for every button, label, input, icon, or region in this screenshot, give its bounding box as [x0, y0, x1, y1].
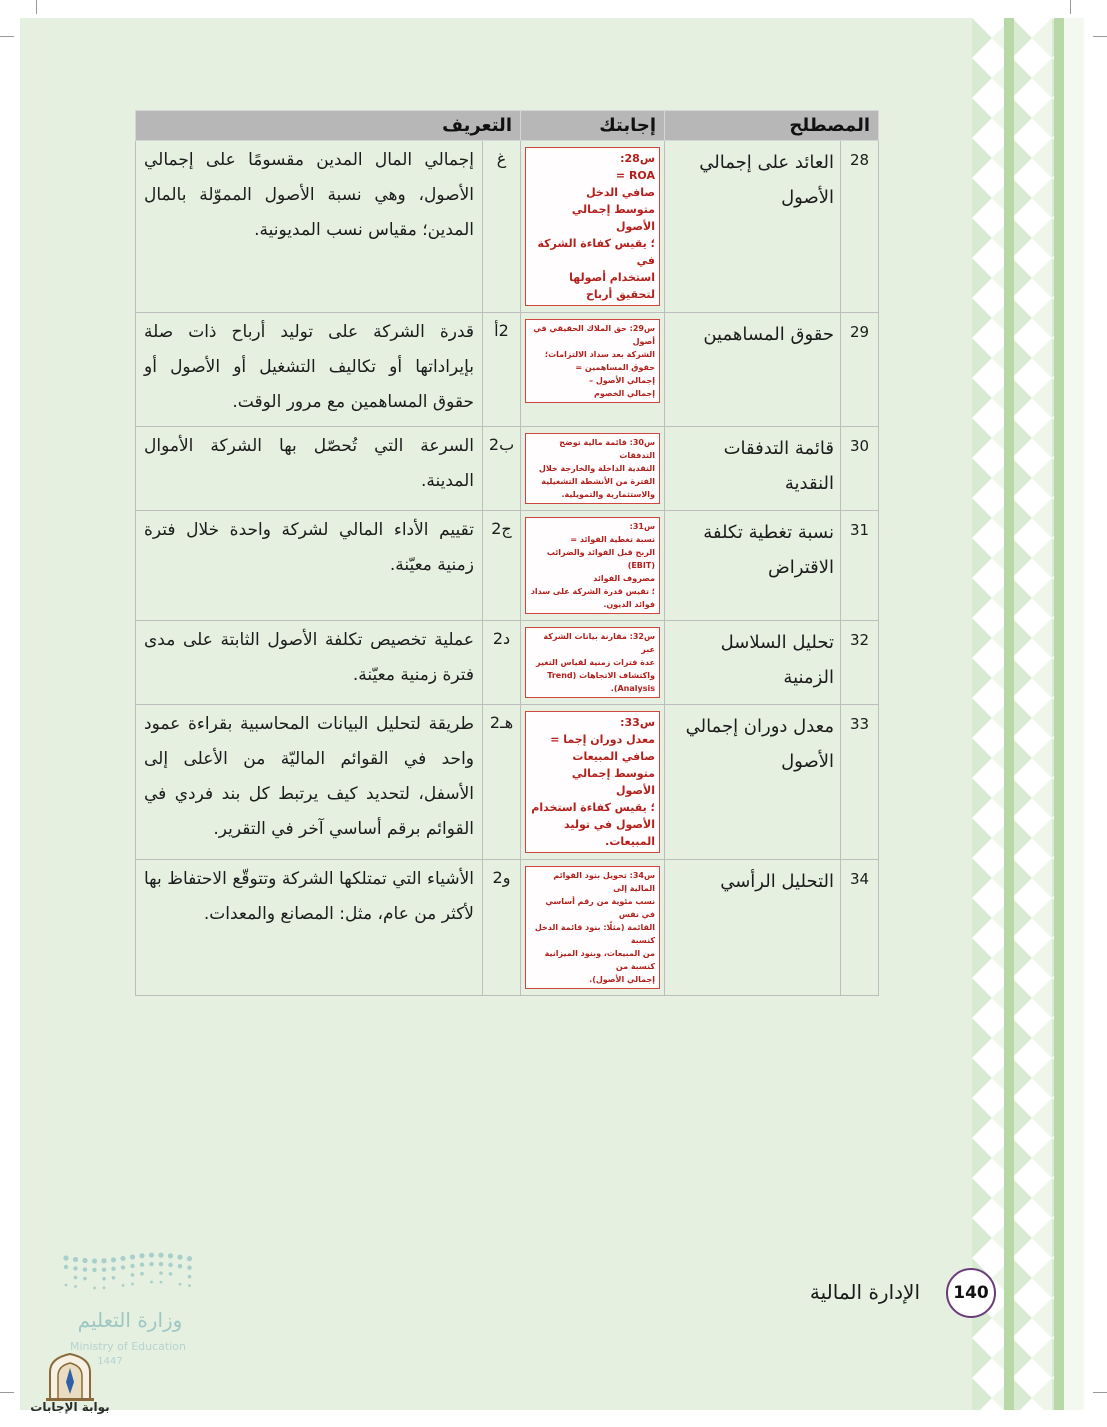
header-answer: إجابتك: [521, 111, 665, 141]
answer-line: الأصول في توليد المبيعات.: [563, 818, 655, 848]
answer-line: استخدام أصولها لتحقيق أرباح: [569, 271, 655, 301]
answer-line: س31:: [629, 522, 655, 531]
definition-text: تقييم الأداء المالي لشركة واحدة خلال فترة زمنية معيّنة.: [136, 511, 483, 621]
definition-key: 2أ: [483, 313, 521, 427]
term-name: قائمة التدفقات النقدية: [665, 427, 841, 511]
handwritten-answer: [525, 517, 660, 614]
answer-line: إجمالي الأصول).: [589, 975, 655, 984]
answer-cell: [521, 860, 665, 996]
term-name: التحليل الرأسي: [665, 860, 841, 996]
handwritten-answer: [525, 147, 660, 306]
answer-line: س28:: [620, 152, 655, 165]
answer-line: متوسط إجمالي الأصول: [571, 203, 655, 233]
answer-cell: [521, 705, 665, 860]
answer-cell: [521, 621, 665, 705]
term-name: العائد على إجمالي الأصول: [665, 141, 841, 313]
answer-line: نسب مئوية من رقم أساسي في نفس: [545, 897, 655, 919]
ministry-name-en: Ministry of Education: [69, 1340, 186, 1353]
answer-cell: [521, 427, 665, 511]
term-number: 29: [841, 313, 879, 427]
decorative-border: [972, 18, 1107, 1410]
answer-line: ROA =: [615, 169, 655, 182]
answer-line: النقدية الداخلة والخارجة خلال: [538, 464, 655, 473]
answer-line: متوسط إجمالي الأصول: [571, 767, 655, 797]
definition-key: هـ2: [483, 705, 521, 860]
answer-line: س34: تحويل بنود القوائم المالية إلى: [553, 871, 655, 893]
handwritten-answer: [525, 433, 660, 504]
answer-line: معدل دوران إجما =: [550, 733, 655, 746]
answer-line: من المبيعات، وبنود الميزانية كنسبة من: [544, 949, 655, 971]
ministry-logo-icon: [60, 1250, 200, 1310]
table-row: [136, 141, 879, 313]
answer-line: القائمة (مثلًا: بنود قائمة الدخل كنسبة: [534, 923, 655, 945]
term-number: 33: [841, 705, 879, 860]
answer-line: إجمالي الخصوم: [593, 389, 655, 398]
definition-text: الأشياء التي تمتلكها الشركة وتتوقّع الاحتفاظ بها لأكثر من عام، مثل: المصانع والمعدات.: [136, 860, 483, 996]
table-header-row: [136, 111, 879, 141]
answer-line: ؛ تقيس قدرة الشركة على سداد فوائد الديون.: [530, 587, 655, 609]
header-definition: التعريف: [136, 111, 521, 141]
term-number: 32: [841, 621, 879, 705]
term-number: 34: [841, 860, 879, 996]
definition-key: غ: [483, 141, 521, 313]
answers-portal-logo-icon: [40, 1350, 100, 1402]
term-name: حقوق المساهمين: [665, 313, 841, 427]
answer-line: Analysis).: [610, 684, 655, 693]
answers-portal-name: بوابة الإجابات: [30, 1400, 110, 1414]
answer-line: إجمالي الأصول –: [589, 376, 655, 385]
handwritten-answer: [525, 866, 660, 989]
term-name: نسبة تغطية تكلفة الاقتراض: [665, 511, 841, 621]
answer-line: س32: مقارنة بيانات الشركة عبر: [543, 632, 655, 654]
answer-line: حقوق المساهمين =: [575, 363, 655, 372]
answer-line: ؛ يقيس كفاءة الشركة في: [537, 237, 655, 267]
ministry-name-ar: وزارة التعليم: [77, 1308, 183, 1332]
answer-line: الشركة بعد سداد الالتزامات؛: [544, 350, 655, 359]
table-row: [136, 511, 879, 621]
header-term: المصطلح: [665, 111, 879, 141]
definition-key: و2: [483, 860, 521, 996]
answer-line: نسبة تغطية الفوائد =: [570, 535, 655, 544]
answer-line: س30: قائمة مالية توضح التدفقات: [559, 438, 655, 460]
crop-mark: [1093, 1392, 1107, 1393]
answer-line: صافي المبيعات: [572, 750, 655, 763]
answer-line: صافي الدخل: [586, 186, 655, 199]
term-number: 28: [841, 141, 879, 313]
crop-mark: [0, 36, 14, 37]
answer-line: ؛ يقيس كفاءة استخدام: [531, 801, 655, 814]
table-row: [136, 621, 879, 705]
table-row: [136, 705, 879, 860]
answer-line: س33:: [620, 716, 655, 729]
table-row: [136, 313, 879, 427]
definition-text: قدرة الشركة على توليد أرباح ذات صلة بإيراداتها أو تكاليف التشغيل أو الأصول أو حقوق المساهمين مع مرور الوقت.: [136, 313, 483, 427]
crop-mark: [36, 0, 37, 14]
answer-cell: [521, 511, 665, 621]
page-number: 140: [946, 1268, 996, 1318]
term-number: 31: [841, 511, 879, 621]
crop-mark: [1070, 0, 1071, 14]
term-number: 30: [841, 427, 879, 511]
table-row: [136, 427, 879, 511]
subject-title: الإدارة المالية: [809, 1280, 920, 1304]
table-row: [136, 860, 879, 996]
ministry-year: 1447: [97, 1356, 123, 1367]
definition-key: ج2: [483, 511, 521, 621]
answer-line: مصروف الفوائد: [593, 574, 655, 583]
handwritten-answer: [525, 319, 660, 403]
crop-mark: [1093, 36, 1107, 37]
answer-line: واكتشاف الاتجاهات (Trend: [547, 671, 655, 680]
answer-line: الربح قبل الفوائد والضرائب (EBIT): [546, 548, 655, 570]
term-name: معدل دوران إجمالي الأصول: [665, 705, 841, 860]
diamond-pattern-icon: [972, 18, 1107, 1410]
term-name: تحليل السلاسل الزمنية: [665, 621, 841, 705]
definition-key: ب2: [483, 427, 521, 511]
handwritten-answer: [525, 627, 660, 698]
answer-cell: [521, 141, 665, 313]
definition-text: طريقة لتحليل البيانات المحاسبية بقراءة عمود واحد في القوائم الماليّة من الأعلى إلى الأسفل، لتحديد كيف يرتبط كل بند فردي في القوائم برقم أساسي آخر في التقرير.: [136, 705, 483, 860]
definition-key: د2: [483, 621, 521, 705]
answer-line: عدة فترات زمنية لقياس التغير: [536, 658, 655, 667]
definition-text: السرعة التي تُحصّل بها الشركة الأموال المدينة.: [136, 427, 483, 511]
definition-text: إجمالي المال المدين مقسومًا على إجمالي الأصول، وهي نسبة الأصول المموّلة بالمال المدين؛ مقياس نسب المديونية.: [136, 141, 483, 313]
answer-line: والاستثمارية والتمويلية.: [561, 490, 655, 499]
answer-line: س29: حق الملاك الحقيقي في أصول: [533, 324, 655, 346]
definition-text: عملية تخصيص تكلفة الأصول الثابتة على مدى فترة زمنية معيّنة.: [136, 621, 483, 705]
terms-table: [135, 110, 879, 996]
answer-line: الفترة من الأنشطة التشغيلية: [541, 477, 655, 486]
handwritten-answer: [525, 711, 660, 853]
crop-mark: [0, 1392, 14, 1393]
answer-cell: [521, 313, 665, 427]
